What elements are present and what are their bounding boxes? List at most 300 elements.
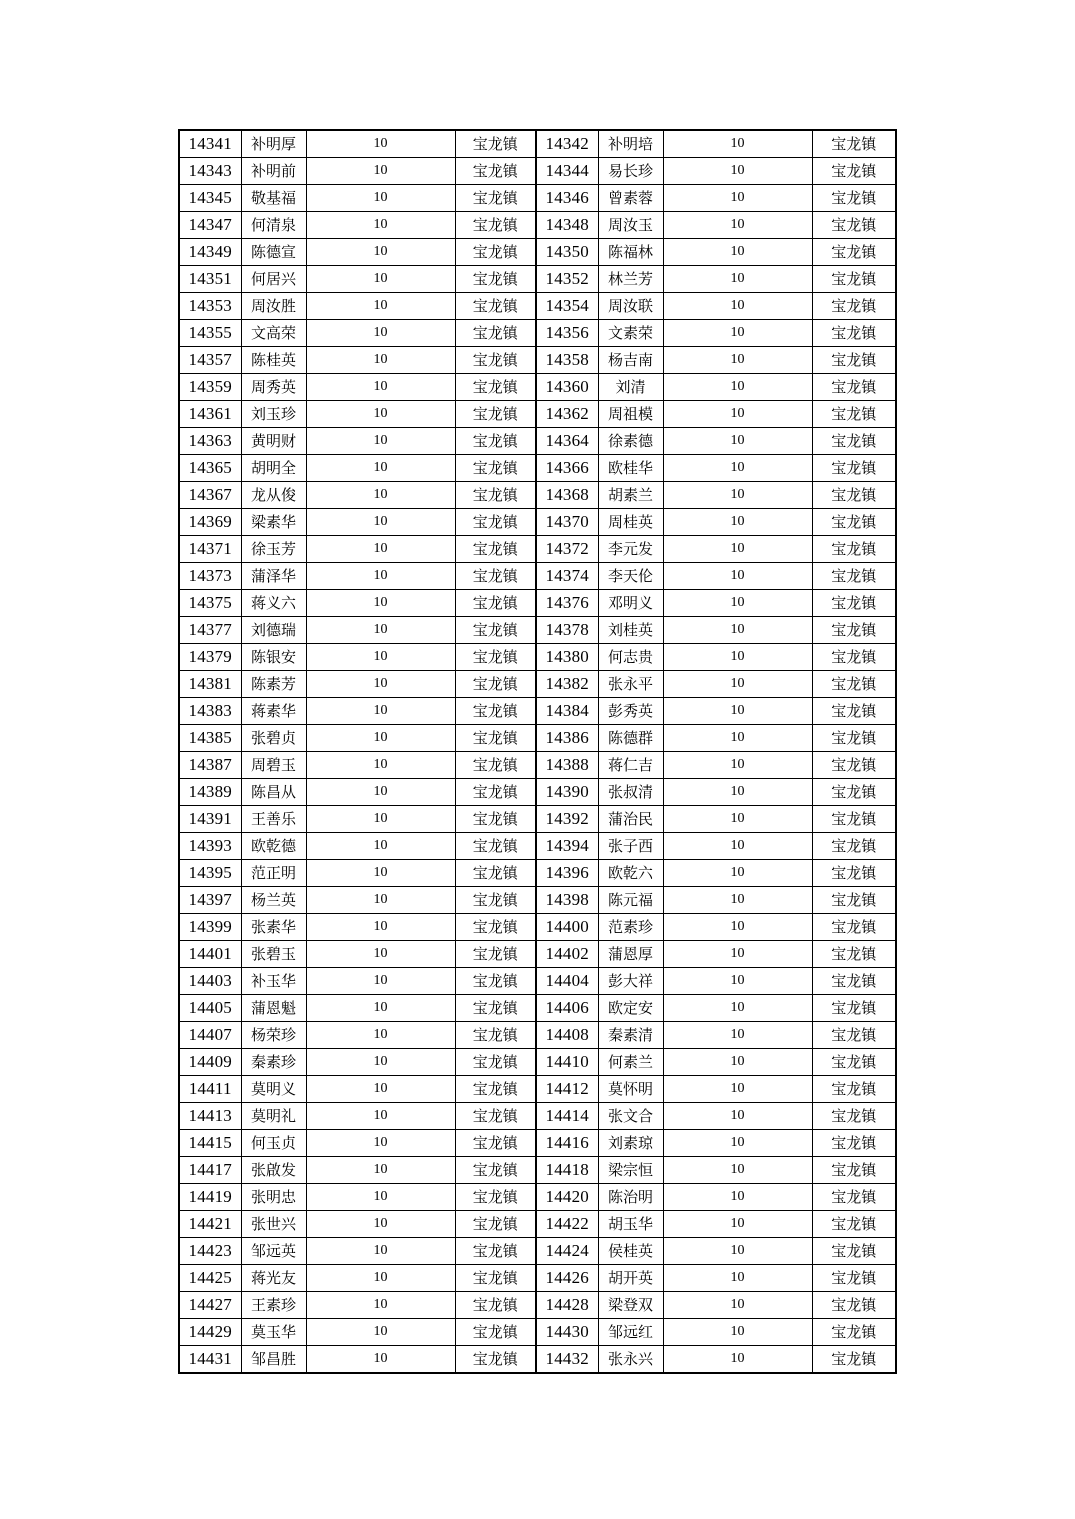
left-record-number: 14427 — [179, 1292, 241, 1319]
right-person-name: 周汝联 — [598, 293, 663, 320]
left-record-number: 14409 — [179, 1049, 241, 1076]
right-person-name: 刘清 — [598, 374, 663, 401]
right-amount-value: 10 — [663, 536, 812, 563]
left-record-number: 14371 — [179, 536, 241, 563]
left-amount-value: 10 — [306, 1238, 455, 1265]
right-amount-value: 10 — [663, 1238, 812, 1265]
left-record-number: 14363 — [179, 428, 241, 455]
right-town-name: 宝龙镇 — [812, 1157, 896, 1184]
right-town-name: 宝龙镇 — [812, 293, 896, 320]
right-amount-value: 10 — [663, 401, 812, 428]
right-town-name: 宝龙镇 — [812, 1319, 896, 1346]
left-amount-value: 10 — [306, 320, 455, 347]
left-person-name: 刘玉珍 — [241, 401, 306, 428]
left-person-name: 文高荣 — [241, 320, 306, 347]
table-row — [179, 1022, 896, 1049]
left-record-number: 14431 — [179, 1346, 241, 1374]
left-town-name: 宝龙镇 — [455, 833, 536, 860]
left-town-name: 宝龙镇 — [455, 482, 536, 509]
left-person-name: 陈昌从 — [241, 779, 306, 806]
left-amount-value: 10 — [306, 347, 455, 374]
left-person-name: 张世兴 — [241, 1211, 306, 1238]
right-person-name: 张叔清 — [598, 779, 663, 806]
right-record-number: 14416 — [536, 1130, 598, 1157]
right-record-number: 14366 — [536, 455, 598, 482]
left-record-number: 14407 — [179, 1022, 241, 1049]
left-amount-value: 10 — [306, 1265, 455, 1292]
right-amount-value: 10 — [663, 671, 812, 698]
right-town-name: 宝龙镇 — [812, 941, 896, 968]
right-person-name: 梁登双 — [598, 1292, 663, 1319]
right-record-number: 14382 — [536, 671, 598, 698]
right-record-number: 14372 — [536, 536, 598, 563]
right-record-number: 14412 — [536, 1076, 598, 1103]
left-person-name: 莫明义 — [241, 1076, 306, 1103]
left-town-name: 宝龙镇 — [455, 428, 536, 455]
right-town-name: 宝龙镇 — [812, 1184, 896, 1211]
left-person-name: 莫玉华 — [241, 1319, 306, 1346]
right-person-name: 刘桂英 — [598, 617, 663, 644]
left-record-number: 14405 — [179, 995, 241, 1022]
left-town-name: 宝龙镇 — [455, 509, 536, 536]
table-row — [179, 482, 896, 509]
left-town-name: 宝龙镇 — [455, 1130, 536, 1157]
left-town-name: 宝龙镇 — [455, 590, 536, 617]
right-town-name: 宝龙镇 — [812, 860, 896, 887]
left-amount-value: 10 — [306, 482, 455, 509]
left-amount-value: 10 — [306, 644, 455, 671]
left-amount-value: 10 — [306, 212, 455, 239]
roster-table-body — [179, 130, 896, 1373]
right-person-name: 侯桂英 — [598, 1238, 663, 1265]
left-person-name: 胡明全 — [241, 455, 306, 482]
right-amount-value: 10 — [663, 1157, 812, 1184]
table-row — [179, 1076, 896, 1103]
left-town-name: 宝龙镇 — [455, 347, 536, 374]
left-record-number: 14347 — [179, 212, 241, 239]
right-person-name: 陈治明 — [598, 1184, 663, 1211]
table-row — [179, 1265, 896, 1292]
left-town-name: 宝龙镇 — [455, 401, 536, 428]
right-person-name: 胡开英 — [598, 1265, 663, 1292]
left-town-name: 宝龙镇 — [455, 563, 536, 590]
right-person-name: 易长珍 — [598, 158, 663, 185]
left-record-number: 14375 — [179, 590, 241, 617]
right-person-name: 曾素蓉 — [598, 185, 663, 212]
right-person-name: 何素兰 — [598, 1049, 663, 1076]
table-row — [179, 914, 896, 941]
right-record-number: 14402 — [536, 941, 598, 968]
right-person-name: 刘素琼 — [598, 1130, 663, 1157]
left-person-name: 蒋素华 — [241, 698, 306, 725]
right-record-number: 14400 — [536, 914, 598, 941]
left-amount-value: 10 — [306, 1184, 455, 1211]
left-amount-value: 10 — [306, 509, 455, 536]
left-record-number: 14401 — [179, 941, 241, 968]
table-row — [179, 1049, 896, 1076]
right-amount-value: 10 — [663, 995, 812, 1022]
right-amount-value: 10 — [663, 1049, 812, 1076]
left-amount-value: 10 — [306, 293, 455, 320]
table-row — [179, 266, 896, 293]
right-amount-value: 10 — [663, 941, 812, 968]
left-person-name: 龙从俊 — [241, 482, 306, 509]
right-town-name: 宝龙镇 — [812, 644, 896, 671]
right-person-name: 梁宗恒 — [598, 1157, 663, 1184]
right-town-name: 宝龙镇 — [812, 806, 896, 833]
left-amount-value: 10 — [306, 563, 455, 590]
left-record-number: 14387 — [179, 752, 241, 779]
left-person-name: 陈银安 — [241, 644, 306, 671]
right-town-name: 宝龙镇 — [812, 968, 896, 995]
right-person-name: 蒲治民 — [598, 806, 663, 833]
right-record-number: 14408 — [536, 1022, 598, 1049]
left-town-name: 宝龙镇 — [455, 995, 536, 1022]
right-town-name: 宝龙镇 — [812, 1022, 896, 1049]
right-amount-value: 10 — [663, 293, 812, 320]
table-row — [179, 833, 896, 860]
left-amount-value: 10 — [306, 590, 455, 617]
table-row — [179, 185, 896, 212]
right-person-name: 蒋仁吉 — [598, 752, 663, 779]
left-town-name: 宝龙镇 — [455, 671, 536, 698]
right-person-name: 陈福林 — [598, 239, 663, 266]
right-record-number: 14410 — [536, 1049, 598, 1076]
left-record-number: 14341 — [179, 130, 241, 158]
right-amount-value: 10 — [663, 833, 812, 860]
right-town-name: 宝龙镇 — [812, 995, 896, 1022]
right-person-name: 欧桂华 — [598, 455, 663, 482]
right-town-name: 宝龙镇 — [812, 482, 896, 509]
left-amount-value: 10 — [306, 1319, 455, 1346]
table-row — [179, 887, 896, 914]
table-row — [179, 590, 896, 617]
left-record-number: 14355 — [179, 320, 241, 347]
left-amount-value: 10 — [306, 833, 455, 860]
left-person-name: 梁素华 — [241, 509, 306, 536]
left-town-name: 宝龙镇 — [455, 617, 536, 644]
right-person-name: 张文合 — [598, 1103, 663, 1130]
right-record-number: 14368 — [536, 482, 598, 509]
right-record-number: 14392 — [536, 806, 598, 833]
right-record-number: 14394 — [536, 833, 598, 860]
left-town-name: 宝龙镇 — [455, 914, 536, 941]
left-person-name: 蒲恩魁 — [241, 995, 306, 1022]
left-amount-value: 10 — [306, 374, 455, 401]
left-person-name: 周碧玉 — [241, 752, 306, 779]
right-person-name: 邓明义 — [598, 590, 663, 617]
left-record-number: 14357 — [179, 347, 241, 374]
right-amount-value: 10 — [663, 806, 812, 833]
left-amount-value: 10 — [306, 914, 455, 941]
left-town-name: 宝龙镇 — [455, 536, 536, 563]
right-amount-value: 10 — [663, 347, 812, 374]
right-amount-value: 10 — [663, 320, 812, 347]
right-person-name: 张永平 — [598, 671, 663, 698]
left-record-number: 14345 — [179, 185, 241, 212]
right-town-name: 宝龙镇 — [812, 1049, 896, 1076]
table-row — [179, 968, 896, 995]
right-amount-value: 10 — [663, 968, 812, 995]
left-town-name: 宝龙镇 — [455, 1292, 536, 1319]
right-person-name: 李元发 — [598, 536, 663, 563]
right-amount-value: 10 — [663, 698, 812, 725]
right-amount-value: 10 — [663, 1103, 812, 1130]
right-person-name: 陈德群 — [598, 725, 663, 752]
left-record-number: 14367 — [179, 482, 241, 509]
right-amount-value: 10 — [663, 1319, 812, 1346]
right-record-number: 14384 — [536, 698, 598, 725]
right-record-number: 14370 — [536, 509, 598, 536]
left-record-number: 14403 — [179, 968, 241, 995]
table-row — [179, 698, 896, 725]
left-person-name: 补玉华 — [241, 968, 306, 995]
right-amount-value: 10 — [663, 1292, 812, 1319]
right-record-number: 14374 — [536, 563, 598, 590]
left-person-name: 周秀英 — [241, 374, 306, 401]
right-record-number: 14346 — [536, 185, 598, 212]
left-town-name: 宝龙镇 — [455, 779, 536, 806]
left-town-name: 宝龙镇 — [455, 455, 536, 482]
right-amount-value: 10 — [663, 509, 812, 536]
right-town-name: 宝龙镇 — [812, 455, 896, 482]
right-town-name: 宝龙镇 — [812, 374, 896, 401]
table-row — [179, 1292, 896, 1319]
table-row — [179, 1130, 896, 1157]
right-person-name: 彭秀英 — [598, 698, 663, 725]
left-amount-value: 10 — [306, 428, 455, 455]
left-amount-value: 10 — [306, 671, 455, 698]
right-record-number: 14352 — [536, 266, 598, 293]
right-record-number: 14350 — [536, 239, 598, 266]
left-town-name: 宝龙镇 — [455, 185, 536, 212]
table-row — [179, 428, 896, 455]
table-row — [179, 320, 896, 347]
left-person-name: 周汝胜 — [241, 293, 306, 320]
right-person-name: 胡玉华 — [598, 1211, 663, 1238]
left-record-number: 14423 — [179, 1238, 241, 1265]
table-row — [179, 212, 896, 239]
right-amount-value: 10 — [663, 1130, 812, 1157]
left-record-number: 14365 — [179, 455, 241, 482]
left-town-name: 宝龙镇 — [455, 212, 536, 239]
left-town-name: 宝龙镇 — [455, 1049, 536, 1076]
right-town-name: 宝龙镇 — [812, 1211, 896, 1238]
right-town-name: 宝龙镇 — [812, 1238, 896, 1265]
left-amount-value: 10 — [306, 860, 455, 887]
right-person-name: 杨吉南 — [598, 347, 663, 374]
right-amount-value: 10 — [663, 1346, 812, 1374]
table-row — [179, 941, 896, 968]
left-record-number: 14373 — [179, 563, 241, 590]
table-row — [179, 725, 896, 752]
left-record-number: 14343 — [179, 158, 241, 185]
left-town-name: 宝龙镇 — [455, 1238, 536, 1265]
left-record-number: 14391 — [179, 806, 241, 833]
right-record-number: 14354 — [536, 293, 598, 320]
right-record-number: 14432 — [536, 1346, 598, 1374]
right-town-name: 宝龙镇 — [812, 1130, 896, 1157]
right-amount-value: 10 — [663, 1076, 812, 1103]
table-row — [179, 1319, 896, 1346]
left-record-number: 14359 — [179, 374, 241, 401]
left-person-name: 陈桂英 — [241, 347, 306, 374]
right-town-name: 宝龙镇 — [812, 914, 896, 941]
table-row — [179, 644, 896, 671]
right-amount-value: 10 — [663, 752, 812, 779]
left-person-name: 蒋光友 — [241, 1265, 306, 1292]
left-person-name: 何玉贞 — [241, 1130, 306, 1157]
right-person-name: 李天伦 — [598, 563, 663, 590]
right-town-name: 宝龙镇 — [812, 428, 896, 455]
left-amount-value: 10 — [306, 536, 455, 563]
left-amount-value: 10 — [306, 239, 455, 266]
right-person-name: 文素荣 — [598, 320, 663, 347]
left-person-name: 杨荣珍 — [241, 1022, 306, 1049]
right-person-name: 蒲恩厚 — [598, 941, 663, 968]
left-person-name: 敬基福 — [241, 185, 306, 212]
left-amount-value: 10 — [306, 130, 455, 158]
right-amount-value: 10 — [663, 725, 812, 752]
left-amount-value: 10 — [306, 941, 455, 968]
table-row — [179, 1103, 896, 1130]
left-town-name: 宝龙镇 — [455, 1157, 536, 1184]
left-amount-value: 10 — [306, 401, 455, 428]
left-person-name: 杨兰英 — [241, 887, 306, 914]
table-row — [179, 239, 896, 266]
right-person-name: 徐素德 — [598, 428, 663, 455]
left-amount-value: 10 — [306, 752, 455, 779]
left-record-number: 14383 — [179, 698, 241, 725]
right-record-number: 14426 — [536, 1265, 598, 1292]
right-record-number: 14396 — [536, 860, 598, 887]
right-record-number: 14342 — [536, 130, 598, 158]
left-town-name: 宝龙镇 — [455, 644, 536, 671]
left-person-name: 补明厚 — [241, 130, 306, 158]
table-row — [179, 347, 896, 374]
table-row — [179, 995, 896, 1022]
left-person-name: 秦素珍 — [241, 1049, 306, 1076]
right-record-number: 14380 — [536, 644, 598, 671]
right-amount-value: 10 — [663, 428, 812, 455]
left-record-number: 14421 — [179, 1211, 241, 1238]
right-record-number: 14348 — [536, 212, 598, 239]
right-amount-value: 10 — [663, 563, 812, 590]
left-amount-value: 10 — [306, 1022, 455, 1049]
right-amount-value: 10 — [663, 860, 812, 887]
right-amount-value: 10 — [663, 1211, 812, 1238]
right-amount-value: 10 — [663, 239, 812, 266]
right-town-name: 宝龙镇 — [812, 1346, 896, 1374]
left-town-name: 宝龙镇 — [455, 1076, 536, 1103]
right-record-number: 14430 — [536, 1319, 598, 1346]
right-amount-value: 10 — [663, 887, 812, 914]
left-person-name: 何清泉 — [241, 212, 306, 239]
right-person-name: 补明培 — [598, 130, 663, 158]
roster-table — [178, 129, 897, 1374]
right-person-name: 周祖模 — [598, 401, 663, 428]
right-person-name: 彭大祥 — [598, 968, 663, 995]
left-town-name: 宝龙镇 — [455, 1211, 536, 1238]
right-town-name: 宝龙镇 — [812, 239, 896, 266]
left-person-name: 欧乾德 — [241, 833, 306, 860]
right-town-name: 宝龙镇 — [812, 752, 896, 779]
table-row — [179, 1238, 896, 1265]
left-person-name: 刘德瑞 — [241, 617, 306, 644]
right-town-name: 宝龙镇 — [812, 617, 896, 644]
right-town-name: 宝龙镇 — [812, 509, 896, 536]
right-town-name: 宝龙镇 — [812, 887, 896, 914]
left-record-number: 14395 — [179, 860, 241, 887]
left-record-number: 14429 — [179, 1319, 241, 1346]
left-amount-value: 10 — [306, 806, 455, 833]
left-person-name: 范正明 — [241, 860, 306, 887]
left-amount-value: 10 — [306, 1346, 455, 1374]
right-person-name: 周汝玉 — [598, 212, 663, 239]
right-town-name: 宝龙镇 — [812, 833, 896, 860]
left-town-name: 宝龙镇 — [455, 752, 536, 779]
right-town-name: 宝龙镇 — [812, 347, 896, 374]
left-town-name: 宝龙镇 — [455, 968, 536, 995]
right-record-number: 14386 — [536, 725, 598, 752]
table-row — [179, 401, 896, 428]
left-town-name: 宝龙镇 — [455, 887, 536, 914]
left-town-name: 宝龙镇 — [455, 266, 536, 293]
right-record-number: 14424 — [536, 1238, 598, 1265]
left-amount-value: 10 — [306, 1076, 455, 1103]
left-record-number: 14351 — [179, 266, 241, 293]
left-amount-value: 10 — [306, 1292, 455, 1319]
table-row — [179, 752, 896, 779]
left-amount-value: 10 — [306, 455, 455, 482]
right-amount-value: 10 — [663, 482, 812, 509]
right-amount-value: 10 — [663, 644, 812, 671]
left-amount-value: 10 — [306, 1130, 455, 1157]
right-town-name: 宝龙镇 — [812, 1103, 896, 1130]
right-person-name: 秦素清 — [598, 1022, 663, 1049]
left-town-name: 宝龙镇 — [455, 1022, 536, 1049]
right-town-name: 宝龙镇 — [812, 158, 896, 185]
left-person-name: 王善乐 — [241, 806, 306, 833]
left-record-number: 14377 — [179, 617, 241, 644]
right-town-name: 宝龙镇 — [812, 536, 896, 563]
right-person-name: 欧乾六 — [598, 860, 663, 887]
left-amount-value: 10 — [306, 158, 455, 185]
left-amount-value: 10 — [306, 617, 455, 644]
right-town-name: 宝龙镇 — [812, 1265, 896, 1292]
right-record-number: 14418 — [536, 1157, 598, 1184]
right-record-number: 14388 — [536, 752, 598, 779]
table-row — [179, 1157, 896, 1184]
left-record-number: 14419 — [179, 1184, 241, 1211]
left-record-number: 14415 — [179, 1130, 241, 1157]
right-town-name: 宝龙镇 — [812, 779, 896, 806]
right-record-number: 14406 — [536, 995, 598, 1022]
right-town-name: 宝龙镇 — [812, 590, 896, 617]
left-amount-value: 10 — [306, 1049, 455, 1076]
left-record-number: 14349 — [179, 239, 241, 266]
left-amount-value: 10 — [306, 995, 455, 1022]
left-town-name: 宝龙镇 — [455, 698, 536, 725]
right-amount-value: 10 — [663, 779, 812, 806]
table-row — [179, 536, 896, 563]
right-record-number: 14390 — [536, 779, 598, 806]
left-town-name: 宝龙镇 — [455, 1319, 536, 1346]
left-record-number: 14397 — [179, 887, 241, 914]
right-amount-value: 10 — [663, 1022, 812, 1049]
table-row — [179, 671, 896, 698]
right-town-name: 宝龙镇 — [812, 212, 896, 239]
